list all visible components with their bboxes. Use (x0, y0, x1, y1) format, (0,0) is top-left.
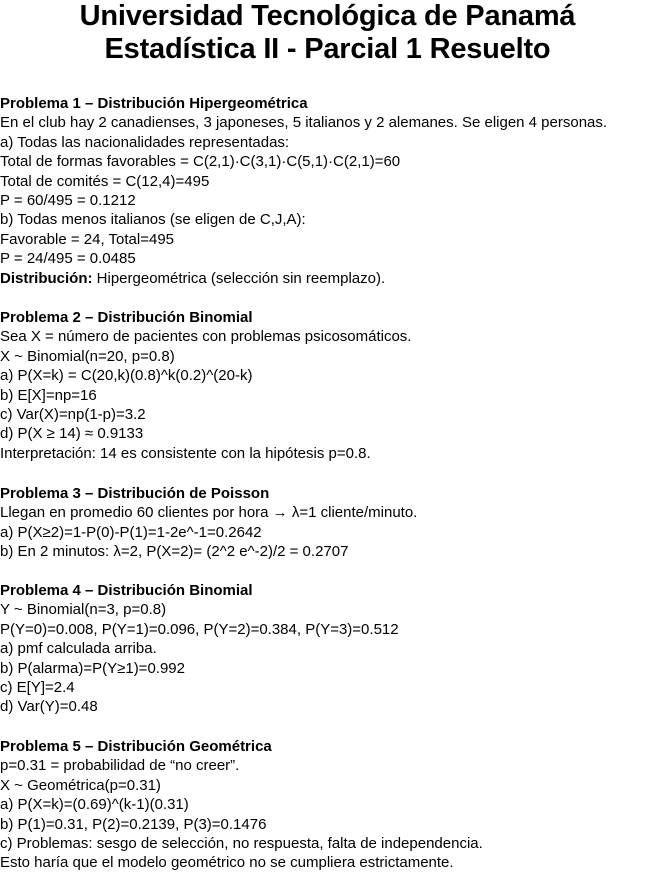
problem-5-line: b) P(1)=0.31, P(2)=0.2139, P(3)=0.1476 (0, 815, 267, 833)
problem-4-line: d) Var(Y)=0.48 (0, 698, 98, 716)
problem-2-line: X ~ Binomial(n=20, p=0.8) (0, 347, 175, 365)
problem-3-line: b) En 2 minutos: λ=2, P(X=2)= (2^2 e^-2)/2 = 0.2707 (0, 543, 349, 561)
problem-3-heading: Problema 3 – Distribución de Poisson (0, 485, 270, 502)
problem-2-line: Interpretación: 14 es consistente con la hipótesis p=0.8. (0, 444, 371, 462)
problem-5-line: X ~ Geométrica(p=0.31) (0, 776, 161, 794)
problem-5-line: p=0.31 = probabilidad de “no creer”. (0, 757, 240, 775)
problem-1-line: Total de comités = C(12,4)=495 (0, 172, 210, 190)
problem-5-line: c) Problemas: sesgo de selección, no respuesta, falta de independencia. (0, 835, 483, 853)
problem-1-line: En el club hay 2 canadienses, 3 japoneses, 5 italianos y 2 alemanes. Se eligen 4 personas. (0, 114, 608, 132)
problem-1-line: Total de formas favorables = C(2,1)·C(3,1)·C(5,1)·C(2,1)=60 (0, 153, 401, 171)
problem-5-line: Esto haría que el modelo geométrico no se cumpliera estrictamente. (0, 854, 454, 872)
problem-4-line: Y ~ Binomial(n=3, p=0.8) (0, 601, 167, 619)
problem-1-line: a) Todas las nacionalidades representadas: (0, 133, 290, 151)
document-title: Universidad Tecnológica de Panamá (79, 0, 576, 32)
problem-3-line: a) P(X≥2)=1-P(0)-P(1)=1-2e^-1=0.2642 (0, 523, 262, 541)
problem-1-line: b) Todas menos italianos (se eligen de C,J,A): (0, 211, 306, 229)
problem-1-section (0, 94, 655, 288)
problem-1-line: P = 60/495 = 0.1212 (0, 192, 136, 210)
problem-3-line: Llegan en promedio 60 clientes por hora → λ=1 cliente/minuto. (0, 504, 418, 522)
problem-5-section (0, 737, 655, 873)
problem-1-distribution (0, 269, 655, 288)
problem-4-section (0, 581, 655, 717)
distribution-label: Distribución: (0, 269, 93, 287)
problem-5-line: a) P(X=k)=(0.69)^(k-1)(0.31) (0, 796, 189, 814)
problem-1-heading: Problema 1 – Distribución Hipergeométrica (0, 95, 308, 112)
document-subtitle: Estadística II - Parcial 1 Resuelto (104, 33, 551, 65)
problem-4-line: b) P(alarma)=P(Y≥1)=0.992 (0, 659, 185, 677)
problem-4-line: P(Y=0)=0.008, P(Y=1)=0.096, P(Y=2)=0.384, P(Y=3)=0.512 (0, 620, 399, 638)
problem-2-line: c) Var(X)=np(1-p)=3.2 (0, 406, 146, 424)
problem-1-line: P = 24/495 = 0.0485 (0, 250, 136, 268)
problem-3-section (0, 484, 655, 562)
problem-2-line: b) E[X]=np=16 (0, 386, 97, 404)
problem-2-line: Sea X = número de pacientes con problemas psicosomáticos. (0, 328, 412, 346)
problem-4-heading: Problema 4 – Distribución Binomial (0, 582, 253, 599)
problem-2-heading: Problema 2 – Distribución Binomial (0, 309, 253, 326)
problem-1-line: Favorable = 24, Total=495 (0, 230, 175, 248)
problem-2-line: d) P(X ≥ 14) ≈ 0.9133 (0, 425, 144, 443)
problem-5-heading: Problema 5 – Distribución Geométrica (0, 738, 272, 755)
distribution-text: Hipergeométrica (selección sin reemplazo). (92, 269, 386, 287)
problem-4-line: c) E[Y]=2.4 (0, 679, 75, 697)
problem-2-section (0, 308, 655, 463)
problem-2-line: a) P(X=k) = C(20,k)(0.8)^k(0.2)^(20-k) (0, 367, 253, 385)
problem-4-line: a) pmf calculada arriba. (0, 640, 157, 658)
